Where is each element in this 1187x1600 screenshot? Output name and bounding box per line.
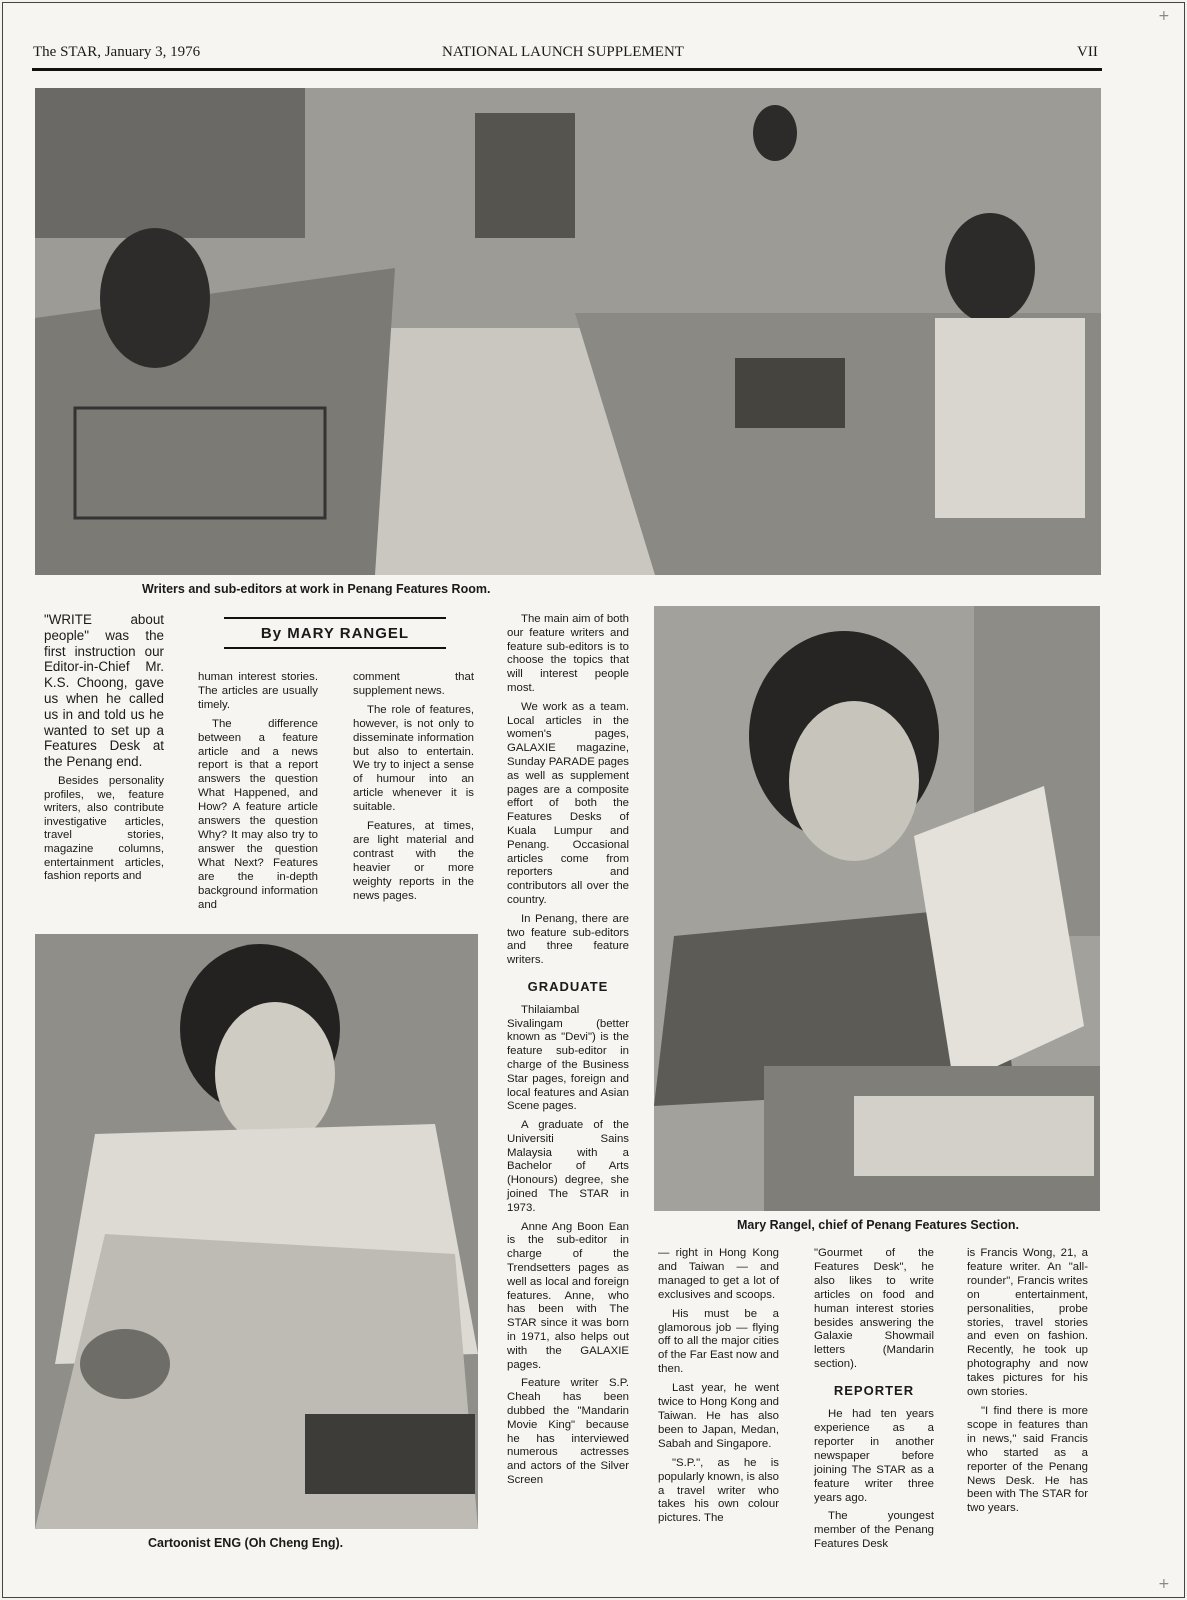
paragraph: Last year, he went twice to Hong Kong and Taiwan. He has also been to Japan, Medan, Sabah and Singapore. <box>658 1382 779 1450</box>
paragraph: The difference between a feature article and a news report is that a report answers the question What Happened, and How? A feature article answers the question Why? It may also try to answer the question What Next? Features are the in-depth background information and <box>198 717 318 911</box>
header-rule <box>32 68 1102 71</box>
article-column-7 <box>967 1247 1088 1521</box>
article-column-2 <box>198 671 318 917</box>
paragraph: The main aim of both our feature writers and feature sub-editors is to choose the topics that will interest people most. <box>507 613 629 694</box>
paragraph: Thilaiambal Sivalingam (better known as "Devi") is the feature sub-editor in charge of the Business Star pages, foreign and local features and Asian Scene pages. <box>507 1003 629 1113</box>
paragraph: Features, at times, are light material and contrast with the heavier or more weighty reports in the news pages. <box>353 820 474 902</box>
paragraph: "I find there is more scope in features than in news," said Francis who started as a reporter of the Penang News Desk. He has been with The STAR for two years. <box>967 1404 1088 1515</box>
paragraph: Feature writer S.P. Cheah has been dubbed the "Mandarin Movie King" because he has interviewed numerous actresses and actors of the Silver Screen <box>507 1377 629 1487</box>
paragraph: In Penang, there are two feature sub-editors and three feature writers. <box>507 912 629 967</box>
article-column-4 <box>507 613 629 1493</box>
article-column-1 <box>44 612 164 889</box>
byline: By MARY RANGEL <box>224 617 446 649</box>
paragraph: We work as a team. Local articles in the women's pages, GALAXIE magazine, Sunday PARADE pages as well as supplement pages are a composite effort of both the Features Desks of Kuala Lumpur and Penang. Occasional articles come from reporters and contributors all over the country. <box>507 700 629 906</box>
subheading-graduate: GRADUATE <box>527 978 609 994</box>
subheading-reporter: REPORTER <box>833 1383 915 1399</box>
paragraph: The role of features, however, is not only to disseminate information but also to entertain. We try to inject a sense of humour into an article whenever it is suitable. <box>353 703 474 814</box>
paragraph: Besides personality profiles, we, feature writers, also contribute investigative articles, travel stories, magazine columns, entertainment articles, fashion reports and <box>44 774 164 883</box>
paragraph: The youngest member of the Penang Features Desk <box>814 1510 934 1551</box>
paragraph: A graduate of the Universiti Sains Malaysia with a Bachelor of Arts (Honours) degree, she joined The STAR in 1973. <box>507 1119 629 1214</box>
crop-mark: + <box>1158 1576 1170 1592</box>
header-section: NATIONAL LAUNCH SUPPLEMENT <box>442 44 684 60</box>
crop-mark: + <box>1158 8 1170 24</box>
paragraph: comment that supplement news. <box>353 671 474 697</box>
mary-rangel-photo <box>654 606 1100 1211</box>
paragraph: Anne Ang Boon Ean is the sub-editor in charge of the Trendsetters pages as well as local and foreign features. Anne, who has been with The STAR since it was born in 1971, also helps out with the GALAXIE pages. <box>507 1220 629 1371</box>
article-column-5 <box>658 1247 779 1531</box>
right-photo-caption: Mary Rangel, chief of Penang Features Section. <box>737 1218 1020 1232</box>
paragraph: — right in Hong Kong and Taiwan — and managed to get a lot of exclusives and scoops. <box>658 1247 779 1301</box>
paragraph: "WRITE about people" was the first instruction our Editor-in-Chief Mr. K.S. Choong, gave us when he called us in and told us he wanted to set up a Features Desk at the Penang end. <box>44 612 164 770</box>
header-date: The STAR, January 3, 1976 <box>33 44 201 60</box>
article-column-3 <box>353 671 474 909</box>
paragraph: "S.P.", as he is popularly known, is also a travel writer who takes his own colour pictures. The <box>658 1456 779 1525</box>
top-photo-caption: Writers and sub-editors at work in Penang Features Room. <box>142 582 491 596</box>
paragraph: He had ten years experience as a reporter in another newspaper before joining The STAR as a feature writer three years ago. <box>814 1408 934 1504</box>
paragraph: His must be a glamorous job — flying off to all the major cities of the Far East now and then. <box>658 1307 779 1376</box>
features-room-photo <box>35 88 1101 575</box>
paragraph: human interest stories. The articles are usually timely. <box>198 671 318 711</box>
header-page-number: VII <box>1077 44 1098 60</box>
cartoonist-photo <box>35 934 478 1529</box>
paragraph: is Francis Wong, 21, a feature writer. An "all-rounder", Francis writes on entertainment, personalities, probe stories, travel stories and even on fashion. Recently, he took up photography and now takes pictures for his own stories. <box>967 1247 1088 1399</box>
paragraph: "Gourmet of the Features Desk", he also likes to write articles on food and human interest stories besides answering the Galaxie Showmail letters (Mandarin section). <box>814 1247 934 1371</box>
article-column-6 <box>814 1247 934 1557</box>
left-photo-caption: Cartoonist ENG (Oh Cheng Eng). <box>148 1536 344 1550</box>
